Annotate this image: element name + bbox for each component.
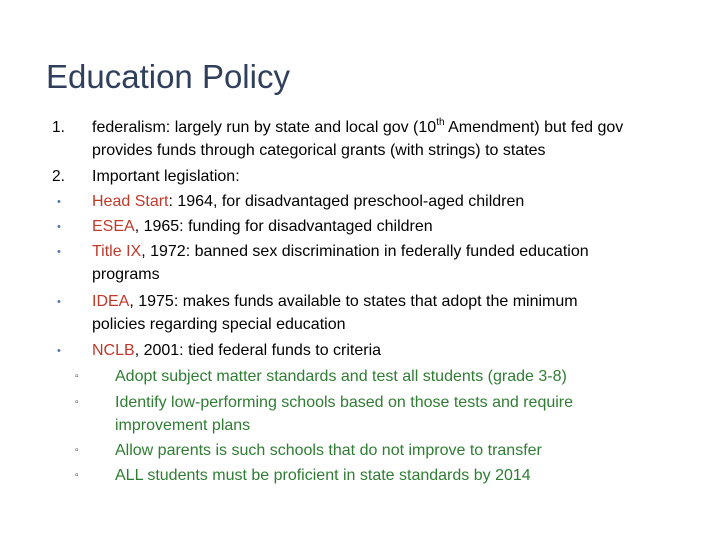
highlight-term: Head Start bbox=[92, 193, 169, 210]
highlight-term: IDEA bbox=[92, 293, 130, 310]
slide-title: Education Policy bbox=[46, 58, 290, 95]
sub-item-text: Adopt subject matter standards and test all students (grade 3-8) bbox=[115, 368, 567, 385]
sub-item-text: Identify low-performing schools based on those tests and require bbox=[115, 394, 574, 411]
highlight-term: Title IX bbox=[92, 243, 142, 260]
bullet-icon: • bbox=[57, 196, 61, 208]
highlight-term: ESEA bbox=[92, 218, 135, 235]
bullet-icon: • bbox=[57, 221, 61, 233]
bullet-icon: • bbox=[57, 345, 61, 357]
item-text: , 1965: funding for disadvantaged children bbox=[134, 218, 433, 235]
item-text: : 1964, for disadvantaged preschool-aged children bbox=[168, 193, 525, 210]
bullet-icon: • bbox=[57, 246, 61, 258]
item-text: policies regarding special education bbox=[92, 316, 346, 333]
square-bullet-icon: ▫ bbox=[75, 371, 79, 382]
superscript: th bbox=[436, 116, 445, 128]
item-text: Amendment) but fed gov bbox=[444, 119, 624, 136]
list-number: 2. bbox=[52, 168, 65, 185]
item-text: Important legislation: bbox=[92, 168, 240, 185]
item-text: provides funds through categorical grants (with strings) to states bbox=[92, 142, 546, 159]
item-text: , 1975: makes funds available to states that adopt the minimum bbox=[129, 293, 578, 310]
highlight-term: NCLB bbox=[92, 342, 135, 359]
sub-item-text: Allow parents is such schools that do not improve to transfer bbox=[115, 442, 542, 459]
square-bullet-icon: ▫ bbox=[75, 470, 79, 481]
item-text: , 2001: tied federal funds to criteria bbox=[134, 342, 382, 359]
sub-item-text: improvement plans bbox=[115, 417, 251, 434]
list-number: 1. bbox=[52, 119, 65, 136]
item-text: programs bbox=[92, 266, 160, 283]
item-text: , 1972: banned sex discrimination in federally funded education bbox=[141, 243, 589, 260]
item-text: federalism: largely run by state and local gov (10 bbox=[92, 119, 437, 136]
sub-item-text: ALL students must be proficient in state standards by 2014 bbox=[115, 467, 531, 484]
square-bullet-icon: ▫ bbox=[75, 397, 79, 408]
square-bullet-icon: ▫ bbox=[75, 445, 79, 456]
bullet-icon: • bbox=[57, 296, 61, 308]
